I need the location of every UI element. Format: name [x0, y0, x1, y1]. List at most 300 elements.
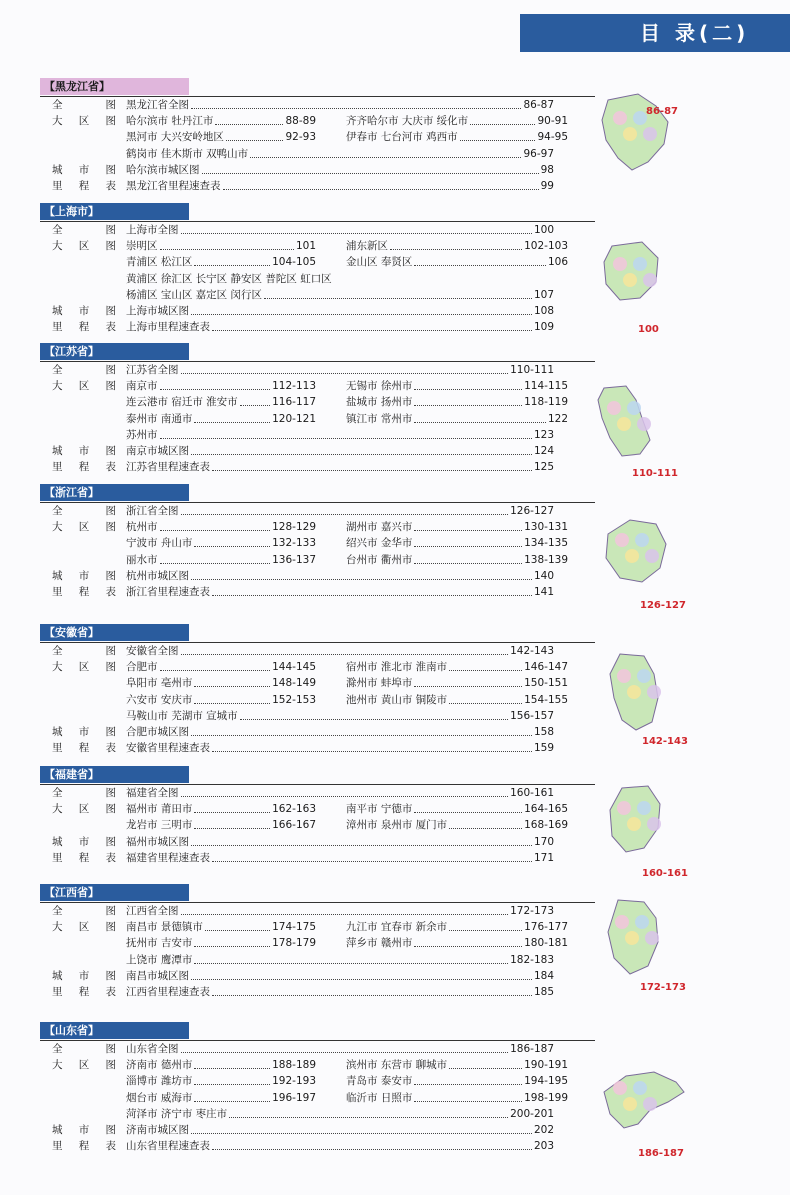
entry-title: 伊春市 七台河市 鸡西市	[346, 131, 458, 144]
dot-leader	[414, 686, 522, 687]
toc-entry[interactable]	[346, 553, 568, 568]
dot-leader	[160, 249, 294, 250]
province-thumbnail-map[interactable]	[600, 896, 692, 991]
entry-page: 134-135	[524, 537, 568, 550]
toc-entry[interactable]	[346, 536, 568, 551]
entry-page: 203	[533, 1140, 554, 1153]
entry-title: 安徽省里程速查表	[126, 742, 210, 755]
row-category-label: 里 程 表	[52, 180, 116, 192]
section-tag: 【福建省】	[40, 766, 189, 783]
toc-entry[interactable]	[126, 1042, 554, 1057]
entry-page: 101	[295, 240, 316, 253]
row-category-label: 全 图	[52, 905, 116, 917]
thumbnail-page-range: 126-127	[640, 600, 686, 611]
entry-page: 176-177	[524, 921, 568, 934]
entry-title: 浙江省里程速查表	[126, 586, 210, 598]
row-category-label: 大 区 图	[52, 115, 116, 128]
dot-leader	[194, 1068, 270, 1069]
entry-page: 108	[533, 305, 554, 317]
entry-page: 160-161	[510, 787, 554, 799]
entry-page: 184	[533, 969, 554, 982]
entry-page: 122	[547, 412, 568, 425]
entry-title: 鹤岗市 佳木斯市 双鸭山市	[126, 147, 249, 160]
entry-page: 171	[533, 851, 554, 864]
entry-page: 125	[533, 461, 554, 474]
toc-entry[interactable]	[346, 1091, 568, 1106]
entry-page: 94-95	[537, 131, 568, 144]
entry-title: 绍兴市 金华市	[346, 537, 413, 550]
toc-entry[interactable]	[346, 1058, 568, 1073]
page-header-bar	[520, 14, 790, 52]
entry-title: 金山区 奉贤区	[346, 256, 413, 269]
entry-title: 青岛市 泰安市	[346, 1075, 413, 1088]
dot-leader	[160, 563, 271, 564]
entry-page: 196-197	[272, 1091, 316, 1104]
dot-leader	[414, 405, 522, 406]
entry-page: 138-139	[524, 553, 568, 566]
toc-entry[interactable]	[126, 1123, 554, 1138]
entry-page: 92-93	[285, 131, 316, 144]
section-tag: 【江西省】	[40, 884, 189, 901]
province-outline-icon	[600, 896, 692, 988]
toc-entry[interactable]	[346, 920, 568, 935]
toc-entry[interactable]	[126, 272, 554, 287]
entry-title: 南京市城区图	[126, 445, 189, 457]
toc-entry[interactable]	[126, 936, 316, 951]
entry-title: 南昌市 景德镇市	[126, 921, 203, 934]
toc-entry[interactable]	[126, 802, 316, 817]
entry-title: 湖州市 嘉兴市	[346, 521, 413, 534]
entry-page: 154-155	[524, 693, 568, 706]
dot-leader	[194, 946, 270, 947]
row-category-label: 全 图	[52, 645, 116, 657]
entry-title: 杭州市城区图	[126, 569, 189, 582]
entry-page: 156-157	[510, 709, 554, 722]
dot-leader	[240, 719, 508, 720]
toc-entry[interactable]	[346, 412, 568, 427]
row-category-label: 城 市 图	[52, 1124, 116, 1136]
row-category-label: 里 程 表	[52, 851, 116, 864]
toc-entry[interactable]	[126, 363, 554, 378]
entry-title: 龙岩市 三明市	[126, 819, 193, 832]
dot-leader	[194, 828, 270, 829]
dot-leader	[194, 265, 270, 266]
dot-leader	[414, 422, 546, 423]
toc-entry[interactable]	[126, 255, 316, 270]
toc-entry[interactable]	[126, 1139, 554, 1154]
entry-page: 194-195	[524, 1075, 568, 1088]
entry-title: 抚州市 吉安市	[126, 937, 193, 950]
entry-title: 泰州市 南通市	[126, 412, 193, 425]
entry-title: 烟台市 威海市	[126, 1091, 193, 1104]
section-tag: 【黑龙江省】	[40, 78, 189, 95]
toc-entry[interactable]	[126, 660, 316, 675]
toc-entry[interactable]	[346, 130, 568, 145]
province-thumbnail-map[interactable]	[602, 782, 694, 877]
entry-title: 滁州市 蚌埠市	[346, 677, 413, 690]
dot-leader	[194, 1101, 270, 1102]
toc-entry[interactable]	[126, 1107, 554, 1122]
thumbnail-page-range: 172-173	[640, 982, 686, 993]
section-divider	[40, 221, 595, 222]
entry-title: 齐齐哈尔市 大庆市 绥化市	[346, 115, 469, 128]
entry-page: 100	[533, 224, 554, 236]
row-category-label: 大 区 图	[52, 661, 116, 674]
dot-leader	[449, 670, 522, 671]
toc-entry[interactable]	[126, 709, 554, 724]
toc-entry[interactable]	[126, 985, 554, 1000]
toc-entry[interactable]	[346, 802, 568, 817]
dot-leader	[414, 812, 522, 813]
dot-leader	[223, 189, 539, 190]
dot-leader	[414, 1101, 522, 1102]
dot-leader	[191, 579, 532, 580]
toc-entry[interactable]	[126, 1058, 316, 1073]
entry-title: 池州市 黄山市 铜陵市	[346, 693, 448, 706]
dot-leader	[240, 405, 270, 406]
toc-entry[interactable]	[126, 969, 554, 984]
toc-entry[interactable]	[126, 395, 316, 410]
toc-entry[interactable]	[126, 98, 554, 113]
row-category-label: 大 区 图	[52, 380, 116, 393]
toc-entry[interactable]	[126, 725, 554, 740]
dot-leader	[191, 1133, 532, 1134]
row-category-label: 全 图	[52, 505, 116, 517]
entry-page: 146-147	[524, 661, 568, 674]
entry-title: 山东省里程速查表	[126, 1140, 210, 1153]
entry-page: 109	[533, 321, 554, 334]
province-thumbnail-map[interactable]	[598, 238, 690, 333]
dot-leader	[212, 595, 532, 596]
entry-page: 110-111	[510, 364, 554, 376]
entry-title: 济南市 德州市	[126, 1059, 193, 1072]
entry-title: 崇明区	[126, 240, 158, 253]
toc-entry[interactable]	[126, 818, 316, 833]
entry-title: 漳州市 泉州市 厦门市	[346, 819, 448, 832]
entry-page: 200-201	[510, 1107, 554, 1120]
toc-entry[interactable]	[126, 835, 554, 850]
province-outline-icon	[602, 782, 694, 874]
entry-page: 132-133	[272, 537, 316, 550]
province-thumbnail-map[interactable]	[598, 1062, 690, 1157]
row-category-label: 大 区 图	[52, 1059, 116, 1072]
entry-title: 江苏省全图	[126, 364, 179, 376]
entry-title: 上饶市 鹰潭市	[126, 953, 193, 966]
toc-entry[interactable]	[126, 851, 554, 866]
toc-entry[interactable]	[126, 239, 316, 254]
entry-title: 临沂市 日照市	[346, 1091, 413, 1104]
entry-page: 98	[540, 163, 554, 176]
section-tag: 【山东省】	[40, 1022, 189, 1039]
row-category-label: 里 程 表	[52, 586, 116, 598]
toc-entry[interactable]	[346, 676, 568, 691]
dot-leader	[414, 389, 522, 390]
section-tag: 【安徽省】	[40, 624, 189, 641]
entry-page: 168-169	[524, 819, 568, 832]
toc-entry[interactable]	[126, 179, 554, 194]
toc-entry[interactable]	[126, 288, 554, 303]
dot-leader	[229, 1117, 508, 1118]
dot-leader	[212, 751, 532, 752]
entry-title: 浦东新区	[346, 240, 388, 253]
row-category-label: 城 市 图	[52, 969, 116, 982]
entry-title: 黑龙江省全图	[126, 99, 189, 111]
toc-entry[interactable]	[126, 114, 316, 129]
entry-title: 上海市里程速查表	[126, 321, 210, 334]
entry-title: 南京市	[126, 380, 158, 393]
entry-title: 福州市 莆田市	[126, 803, 193, 816]
entry-page: 152-153	[272, 693, 316, 706]
toc-entry[interactable]	[126, 904, 554, 919]
dot-leader	[160, 530, 271, 531]
entry-page: 150-151	[524, 677, 568, 690]
toc-entry[interactable]	[126, 585, 554, 600]
row-category-label: 城 市 图	[52, 305, 116, 317]
entry-title: 六安市 安庆市	[126, 693, 193, 706]
entry-page: 118-119	[524, 396, 568, 409]
province-thumbnail-map[interactable]	[600, 514, 692, 609]
row-category-label: 城 市 图	[52, 569, 116, 582]
toc-entry[interactable]	[126, 379, 316, 394]
toc-entry[interactable]	[126, 644, 554, 659]
dot-leader	[194, 686, 270, 687]
section-divider	[40, 361, 595, 362]
toc-entry[interactable]	[126, 741, 554, 756]
entry-title: 台州市 衢州市	[346, 553, 413, 566]
entry-title: 滨州市 东营市 聊城市	[346, 1059, 448, 1072]
entry-page: 174-175	[272, 921, 316, 934]
toc-entry[interactable]	[126, 786, 554, 801]
entry-page: 170	[533, 835, 554, 848]
toc-entry[interactable]	[346, 818, 568, 833]
row-category-label: 全 图	[52, 364, 116, 376]
toc-entry[interactable]	[126, 412, 316, 427]
page-title: 目 录(二)	[640, 21, 750, 45]
entry-title: 青浦区 松江区	[126, 256, 193, 269]
entry-page: 190-191	[524, 1059, 568, 1072]
toc-entry[interactable]	[126, 223, 554, 238]
row-category-label: 全 图	[52, 787, 116, 799]
toc-entry[interactable]	[126, 953, 554, 968]
dot-leader	[414, 546, 522, 547]
toc-entry[interactable]	[126, 553, 316, 568]
thumbnail-page-range: 100	[638, 324, 659, 335]
entry-page: 124	[533, 445, 554, 457]
entry-title: 镇江市 常州市	[346, 412, 413, 425]
row-category-label: 城 市 图	[52, 445, 116, 457]
entry-title: 上海市城区图	[126, 305, 189, 317]
toc-entry[interactable]	[126, 676, 316, 691]
thumbnail-page-range: 110-111	[632, 468, 678, 479]
entry-title: 福建省全图	[126, 787, 179, 799]
entry-title: 江苏省里程速查表	[126, 461, 210, 474]
toc-entry[interactable]	[346, 395, 568, 410]
province-outline-icon	[592, 382, 684, 474]
toc-entry[interactable]	[126, 163, 554, 178]
entry-title: 上海市全图	[126, 224, 179, 236]
dot-leader	[191, 108, 521, 109]
entry-page: 141	[533, 586, 554, 598]
thumbnail-page-range: 186-187	[638, 1148, 684, 1159]
row-category-label: 城 市 图	[52, 163, 116, 176]
dot-leader	[191, 314, 532, 315]
province-thumbnail-map[interactable]	[598, 92, 690, 187]
dot-leader	[215, 124, 283, 125]
toc-entry[interactable]	[126, 460, 554, 475]
dot-leader	[194, 546, 270, 547]
dot-leader	[390, 249, 522, 250]
dot-leader	[212, 1149, 532, 1150]
row-category-label: 大 区 图	[52, 240, 116, 253]
province-thumbnail-map[interactable]	[602, 650, 694, 745]
dot-leader	[202, 173, 539, 174]
entry-page: 158	[533, 726, 554, 738]
row-category-label: 里 程 表	[52, 461, 116, 474]
row-category-label: 里 程 表	[52, 742, 116, 755]
dot-leader	[212, 861, 532, 862]
entry-title: 宁波市 舟山市	[126, 537, 193, 550]
entry-page: 140	[533, 569, 554, 582]
entry-page: 116-117	[272, 396, 316, 409]
entry-title: 九江市 宜春市 新余市	[346, 921, 448, 934]
entry-title: 杭州市	[126, 521, 158, 534]
dot-leader	[191, 845, 532, 846]
entry-page: 185	[533, 986, 554, 998]
entry-page: 130-131	[524, 521, 568, 534]
entry-title: 菏泽市 济宁市 枣庄市	[126, 1107, 228, 1120]
province-outline-icon	[600, 514, 692, 606]
entry-page: 202	[533, 1124, 554, 1136]
entry-page: 166-167	[272, 819, 316, 832]
row-category-label: 全 图	[52, 224, 116, 236]
toc-entry[interactable]	[126, 920, 316, 935]
toc-entry[interactable]	[346, 660, 568, 675]
entry-page: 144-145	[272, 661, 316, 674]
entry-title: 苏州市	[126, 428, 158, 441]
entry-page: 90-91	[537, 115, 568, 128]
row-category-label: 大 区 图	[52, 921, 116, 934]
toc-entry[interactable]	[346, 239, 568, 254]
dot-leader	[414, 265, 546, 266]
entry-title: 无锡市 徐州市	[346, 380, 413, 393]
toc-entry[interactable]	[126, 520, 316, 535]
dot-leader	[226, 140, 284, 141]
dot-leader	[194, 1084, 270, 1085]
toc-entry[interactable]	[126, 147, 554, 162]
toc-entry[interactable]	[126, 444, 554, 459]
toc-entry[interactable]	[126, 320, 554, 335]
entry-page: 162-163	[272, 803, 316, 816]
toc-entry[interactable]	[126, 428, 554, 443]
entry-page: 188-189	[272, 1059, 316, 1072]
dot-leader	[194, 963, 508, 964]
row-category-label: 城 市 图	[52, 726, 116, 738]
entry-title: 山东省全图	[126, 1043, 179, 1055]
entry-page: 159	[533, 742, 554, 755]
dot-leader	[194, 812, 270, 813]
dot-leader	[191, 454, 532, 455]
section-divider	[40, 642, 595, 643]
thumbnail-page-range: 86-87	[646, 106, 678, 117]
entry-title: 福建省里程速查表	[126, 851, 210, 864]
entry-title: 黄浦区 徐汇区 长宁区 静安区 普陀区 虹口区	[126, 272, 332, 285]
entry-page: 186-187	[510, 1043, 554, 1055]
thumbnail-page-range: 160-161	[642, 868, 688, 879]
entry-page: 198-199	[524, 1091, 568, 1104]
entry-page: 99	[540, 180, 554, 192]
row-category-label: 城 市 图	[52, 835, 116, 848]
entry-page: 178-179	[272, 937, 316, 950]
row-category-label: 全 图	[52, 99, 116, 111]
dot-leader	[414, 563, 522, 564]
entry-title: 江西省里程速查表	[126, 986, 210, 998]
toc-entry[interactable]	[126, 693, 316, 708]
entry-page: 136-137	[272, 553, 316, 566]
toc-entry[interactable]	[346, 255, 568, 270]
entry-title: 萍乡市 赣州市	[346, 937, 413, 950]
entry-title: 合肥市城区图	[126, 726, 189, 738]
section-tag: 【浙江省】	[40, 484, 189, 501]
toc-entry[interactable]	[346, 693, 568, 708]
toc-entry[interactable]	[126, 1091, 316, 1106]
entry-title: 宿州市 淮北市 淮南市	[346, 661, 448, 674]
entry-page: 106	[547, 256, 568, 269]
dot-leader	[160, 389, 271, 390]
province-outline-icon	[598, 238, 690, 330]
entry-title: 连云港市 宿迁市 淮安市	[126, 396, 238, 409]
dot-leader	[470, 124, 535, 125]
entry-title: 杨浦区 宝山区 嘉定区 闵行区	[126, 288, 263, 301]
entry-title: 黑龙江省里程速查表	[126, 180, 221, 192]
dot-leader	[449, 828, 522, 829]
toc-entry[interactable]	[346, 379, 568, 394]
toc-entry[interactable]	[126, 504, 554, 519]
dot-leader	[212, 995, 532, 996]
entry-title: 福州市城区图	[126, 835, 189, 848]
entry-title: 淄博市 潍坊市	[126, 1075, 193, 1088]
toc-entry[interactable]	[346, 936, 568, 951]
section-tag: 【上海市】	[40, 203, 189, 220]
dot-leader	[250, 157, 521, 158]
section-divider	[40, 902, 595, 903]
dot-leader	[191, 735, 532, 736]
entry-page: 180-181	[524, 937, 568, 950]
toc-entry[interactable]	[346, 114, 568, 129]
toc-entry[interactable]	[346, 520, 568, 535]
dot-leader	[194, 703, 270, 704]
province-thumbnail-map[interactable]	[592, 382, 684, 477]
toc-entry[interactable]	[126, 536, 316, 551]
toc-entry[interactable]	[126, 130, 316, 145]
entry-page: 120-121	[272, 412, 316, 425]
dot-leader	[212, 470, 532, 471]
toc-entry[interactable]	[126, 1074, 316, 1089]
entry-page: 128-129	[272, 521, 316, 534]
toc-entry[interactable]	[346, 1074, 568, 1089]
section-divider	[40, 1040, 595, 1041]
entry-title: 济南市城区图	[126, 1124, 189, 1136]
entry-page: 164-165	[524, 803, 568, 816]
toc-entry[interactable]	[126, 569, 554, 584]
dot-leader	[181, 514, 509, 515]
entry-title: 盐城市 扬州市	[346, 396, 413, 409]
toc-entry[interactable]	[126, 304, 554, 319]
section-divider	[40, 96, 595, 97]
dot-leader	[414, 530, 522, 531]
entry-page: 96-97	[523, 147, 554, 160]
row-category-label: 里 程 表	[52, 321, 116, 334]
section-divider	[40, 784, 595, 785]
